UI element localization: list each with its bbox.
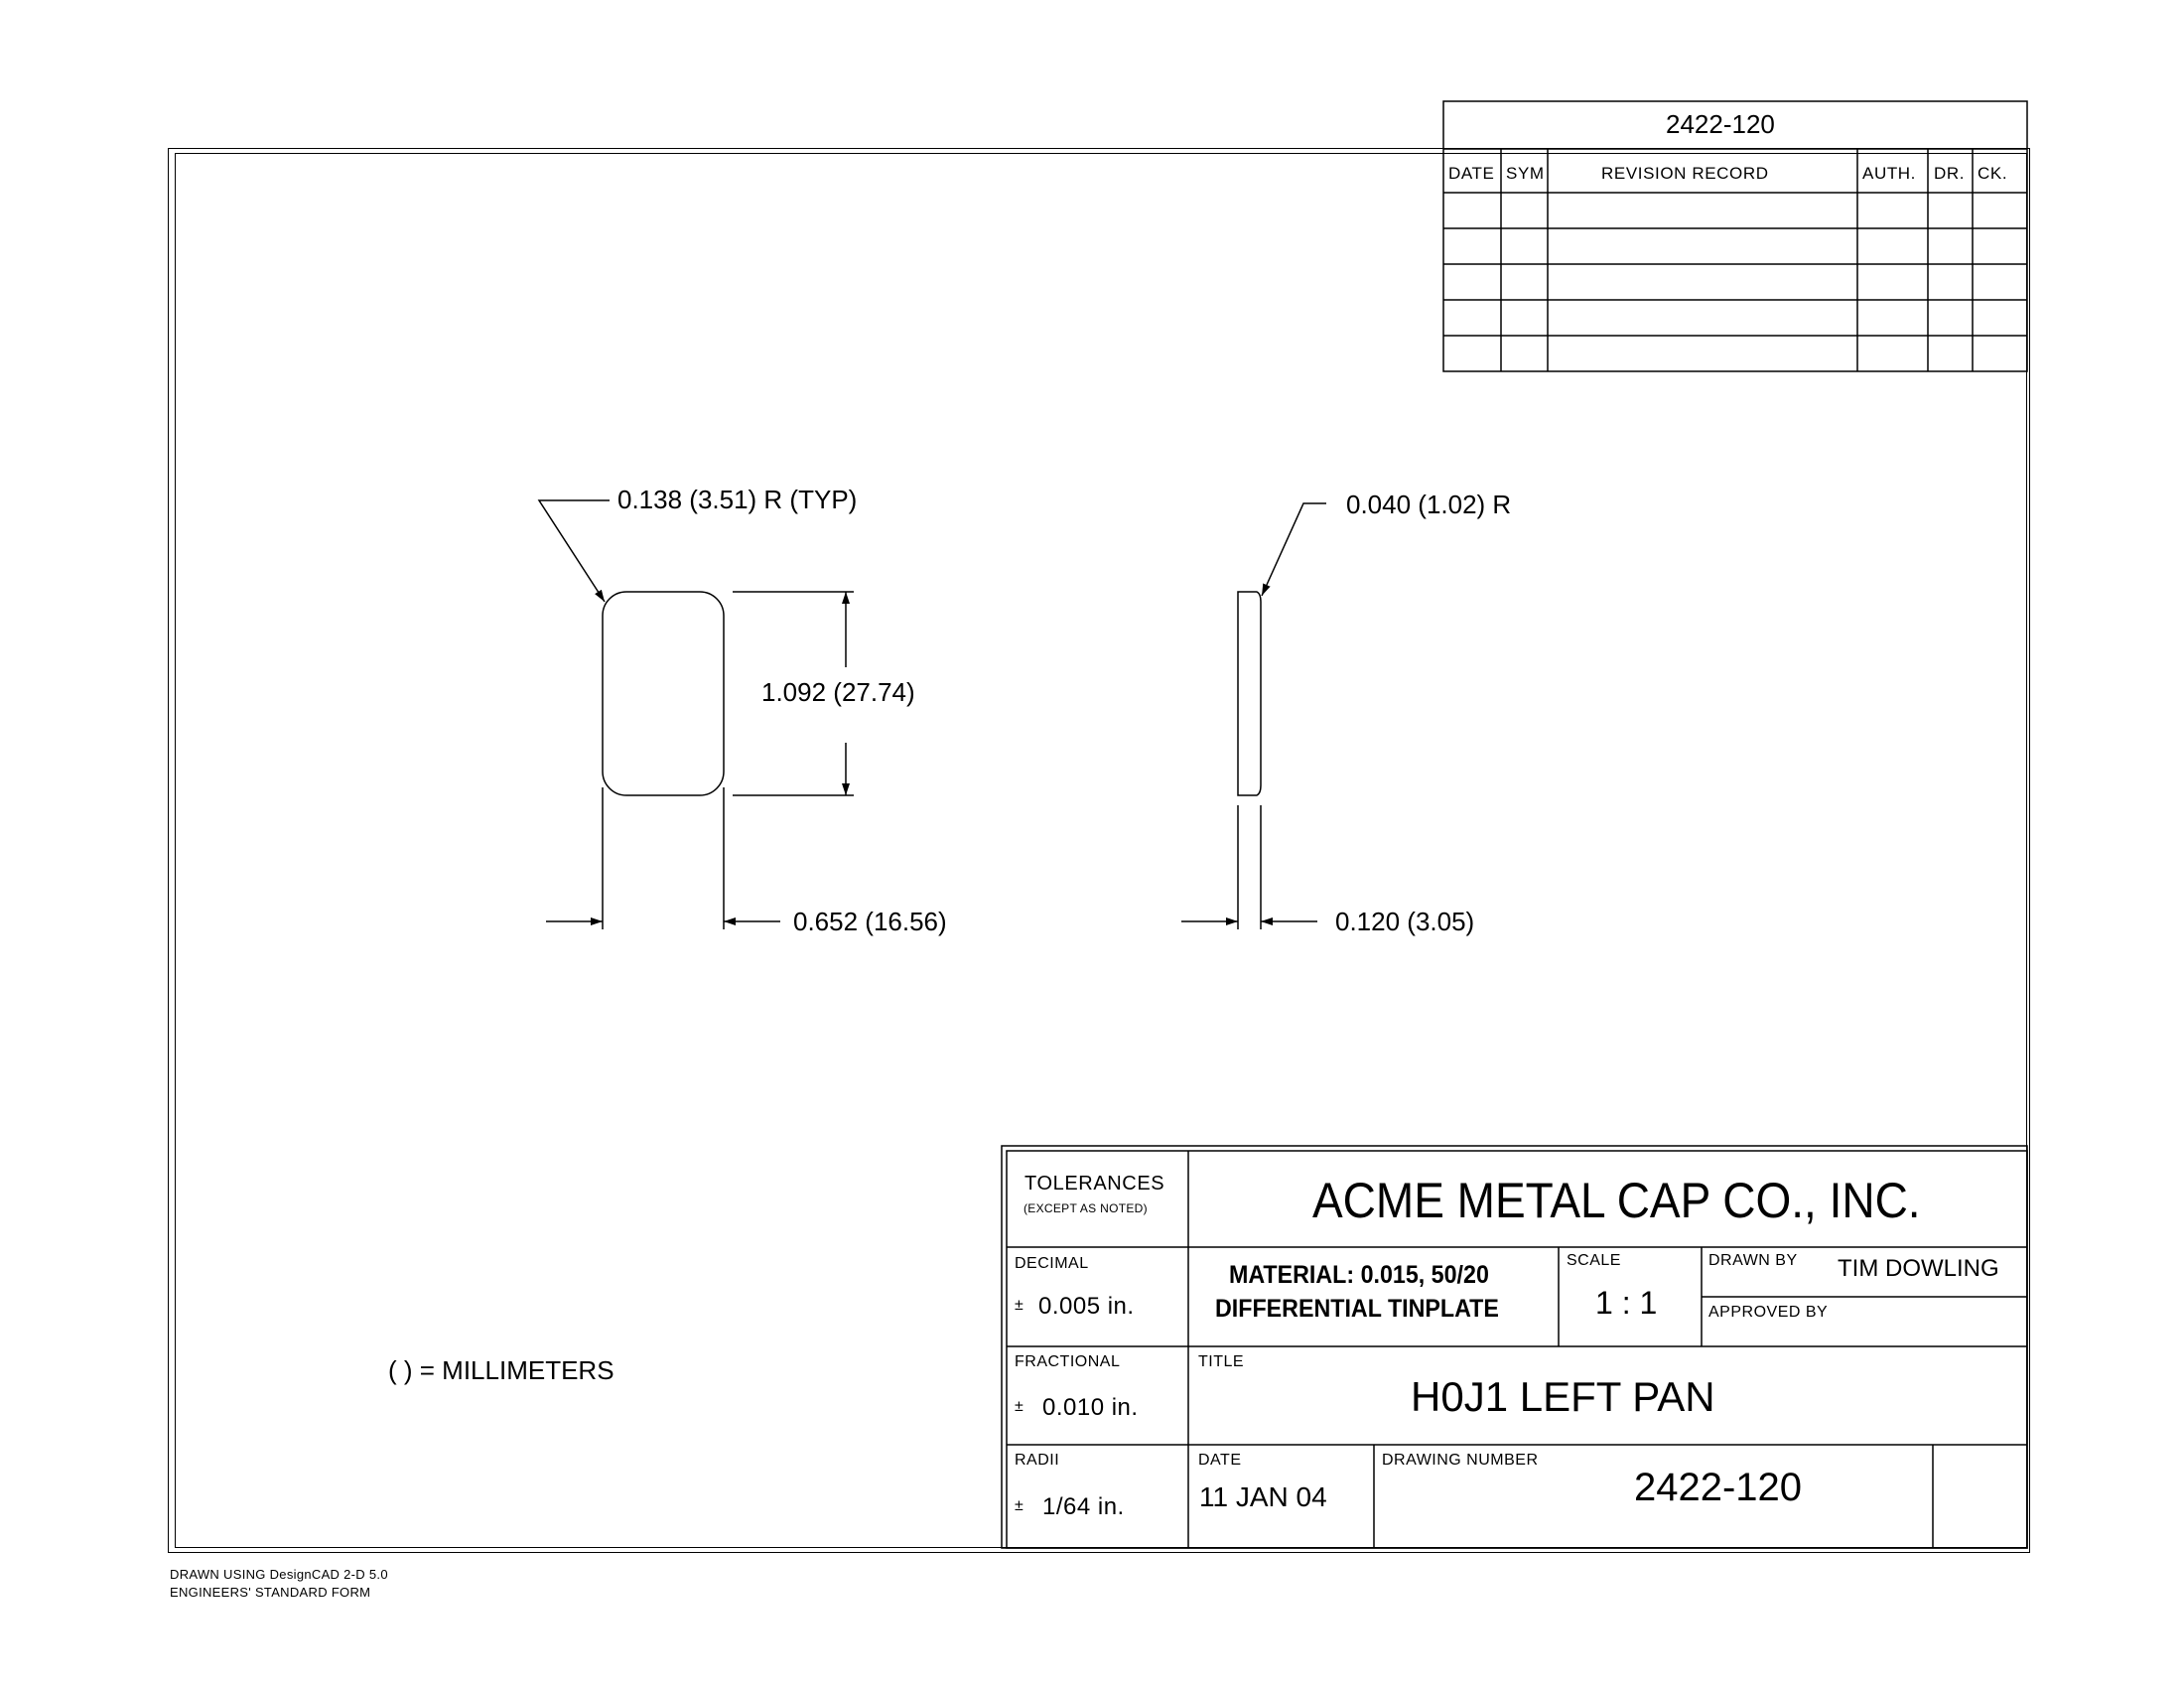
decimal-label: DECIMAL (1015, 1255, 1089, 1272)
radii-label: RADII (1015, 1452, 1060, 1469)
company-name: ACME METAL CAP CO., INC. (1312, 1173, 1921, 1228)
decimal-plus-minus: ± (1015, 1297, 1024, 1314)
material-line2: DIFFERENTIAL TINPLATE (1215, 1295, 1499, 1323)
fractional-label: FRACTIONAL (1015, 1353, 1121, 1370)
drawn-by-value: TIM DOWLING (1838, 1255, 1999, 1282)
dim-edge-radius: 0.040 (1.02) R (1346, 490, 1512, 519)
leader-corner-radius (539, 500, 610, 602)
drawing-number-value: 2422-120 (1634, 1466, 1803, 1509)
dim-corner-radius: 0.138 (3.51) R (TYP) (617, 485, 858, 514)
decimal-value: 0.005 in. (1038, 1293, 1135, 1320)
dim-thickness: 0.120 (3.05) (1335, 907, 1475, 936)
scale-label: SCALE (1567, 1252, 1621, 1269)
dim-height: 1.092 (27.74) (761, 677, 915, 707)
part-front-view (603, 592, 724, 795)
rev-header-auth: AUTH. (1862, 164, 1916, 183)
dim-width: 0.652 (16.56) (793, 907, 947, 936)
fractional-value: 0.010 in. (1042, 1394, 1139, 1421)
revision-block-grid (1443, 101, 2027, 371)
drawn-by-label: DRAWN BY (1708, 1252, 1798, 1269)
radii-plus-minus: ± (1015, 1497, 1024, 1514)
rev-header-sym: SYM (1506, 164, 1545, 183)
rev-header-dr: DR. (1934, 164, 1966, 183)
date-label: DATE (1198, 1452, 1242, 1469)
rev-header-ck: CK. (1978, 164, 2008, 183)
tolerances-sub: (EXCEPT AS NOTED) (1024, 1201, 1148, 1215)
date-value: 11 JAN 04 (1199, 1481, 1327, 1512)
title-label: TITLE (1198, 1353, 1245, 1370)
footer-form: ENGINEERS' STANDARD FORM (170, 1585, 371, 1600)
radii-value: 1/64 in. (1042, 1493, 1125, 1520)
fractional-plus-minus: ± (1015, 1398, 1024, 1415)
units-note: ( ) = MILLIMETERS (388, 1355, 614, 1385)
rev-header-date: DATE (1448, 164, 1495, 183)
rev-header-revision-record: REVISION RECORD (1601, 164, 1769, 183)
part-side-view (1238, 592, 1261, 795)
footer-software: DRAWN USING DesignCAD 2-D 5.0 (170, 1567, 388, 1582)
approved-by-label: APPROVED BY (1708, 1304, 1829, 1321)
tolerances-label: TOLERANCES (1024, 1173, 1165, 1195)
material-line1: MATERIAL: 0.015, 50/20 (1229, 1261, 1489, 1289)
revision-block-number: 2422-120 (1666, 109, 1775, 139)
drawing-number-label: DRAWING NUMBER (1382, 1452, 1539, 1469)
scale-value: 1 : 1 (1595, 1285, 1658, 1321)
leader-edge-radius (1262, 503, 1326, 596)
title-value: H0J1 LEFT PAN (1411, 1373, 1715, 1420)
